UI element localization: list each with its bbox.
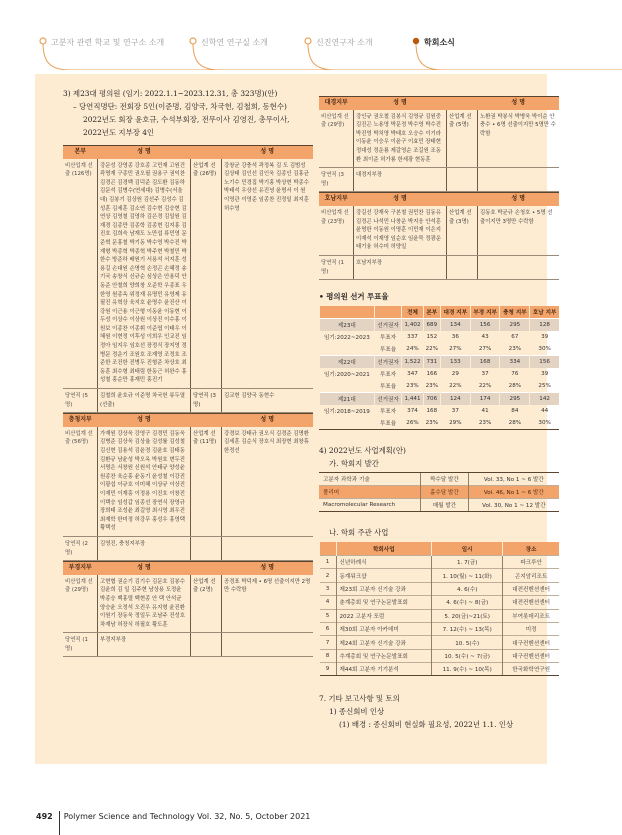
event-place: 미정 [503, 622, 559, 635]
vote-value: 22% [423, 343, 440, 356]
publication-table [319, 472, 559, 512]
term-label: 제23대 [320, 319, 375, 332]
event-date: 1. 7(금) [432, 556, 503, 569]
events-column-header: 일시 [432, 542, 503, 556]
branch-roster-table [63, 413, 313, 561]
vote-row [320, 343, 560, 356]
member-names-industry: 공경표 박덕제 • 6명 선출이지만 2명만 수락함 [222, 575, 314, 633]
vote-value: 39 [530, 331, 559, 343]
roster-header-row [63, 146, 313, 159]
vote-row [320, 331, 560, 343]
journal-name: Macromolecular Research [319, 499, 421, 512]
journal-name: 폴리머 [319, 486, 421, 499]
category-label: 당연직 (2명) [63, 536, 98, 560]
journal-name: 고분자 과학과 기술 [319, 473, 421, 486]
section-7-sub1-1: (1) 배경 : 종신회비 현실화 필요성, 2022년 1.1. 인상 [339, 720, 514, 730]
events-column-header [320, 542, 337, 556]
content-panel [35, 74, 557, 764]
vote-column-header: 대경 지부 [440, 306, 470, 319]
roster-row [319, 206, 559, 255]
vote-value: 36 [440, 331, 470, 343]
category-label-industry [191, 536, 222, 560]
category-label: 비산업계 선출 (126명) [63, 159, 98, 389]
event-number: 6 [320, 622, 337, 635]
vote-value: 374 [402, 405, 423, 417]
name-column-header: 성 명 [222, 414, 314, 427]
events-column-header: 학회사업 [336, 542, 432, 556]
vote-value: 295 [500, 319, 530, 332]
roster-row [319, 110, 559, 168]
event-date: 1. 10(월) ~ 11(화) [432, 569, 503, 582]
publication-row [319, 486, 559, 499]
event-number: 8 [320, 649, 337, 662]
vote-row [320, 356, 560, 369]
event-row [320, 556, 560, 569]
vote-value: 30% [530, 343, 559, 356]
category-label-industry: 당연직 (3명) [191, 389, 222, 413]
vote-value: 23% [423, 417, 440, 430]
publication-volume: Vol. 46, No 1 ~ 6 발간 [468, 486, 559, 499]
roster-row [63, 389, 313, 413]
vote-value: 23% [423, 380, 440, 393]
term-label [320, 343, 375, 356]
vote-value: 28% [500, 417, 530, 430]
name-column-header: 성 명 [354, 193, 447, 206]
roster-row [63, 536, 313, 560]
vote-column-header [320, 306, 375, 319]
vote-value: 23% [500, 343, 530, 356]
category-label: 비산업계 선출 (23명) [319, 206, 354, 255]
row-type: 선거권자 [374, 356, 402, 369]
nav-item-new-lab[interactable]: 신학연 연구실 소개 [201, 38, 268, 47]
roster-header-row [63, 562, 313, 575]
member-names: 강인규 권오철 김봉식 김영규 김원중 김진곤 노용영 박문정 박수영 박수진 박진영 박치영 박태호 오승수 이기라 이동윤 이승우 이윤구 이효민 장태현 정대성 정운룡 제갈영순 조길원 조동환 최이준 허가룡 한세광 현동훈 [354, 110, 447, 168]
roster-row [319, 255, 559, 279]
empty-header [447, 97, 478, 110]
section-4-sub-a: 가. 학회지 발간 [329, 459, 379, 469]
member-names: 강길선 강재욱 구본철 권민찬 김동유 김정곤 나석민 나창운 박지웅 안석훈 윤명한 이동원 이명훈 이민재 이은지 이재석 이재영 임순호 임윤묵 정광운 태기융 허수미 허양일 [354, 206, 447, 255]
vote-value: 84 [500, 405, 530, 417]
category-label-industry [447, 255, 478, 279]
vote-value: 174 [470, 393, 500, 406]
row-type: 투표자 [374, 331, 402, 343]
name-column-header: 성 명 [222, 146, 314, 159]
member-names: 김철희 윤호규 이준명 차국헌 류두열(선출) [98, 389, 191, 413]
vote-value: 128 [530, 319, 559, 332]
event-place: 곤지암리조트 [503, 569, 559, 582]
term-label: 임기:2018~2019 [320, 405, 375, 417]
member-names: 호남지부장 [354, 255, 447, 279]
nav-dot-icon [190, 38, 196, 44]
vote-value: 156 [530, 356, 559, 369]
roster-row [63, 575, 313, 633]
roster-row [63, 633, 313, 657]
vote-row [320, 417, 560, 430]
event-name: 제23회 고분자 신기술 강좌 [336, 582, 432, 595]
vote-value: 152 [423, 331, 440, 343]
term-label: 임기:2022~2023 [320, 331, 375, 343]
member-names-industry: 김교현 김양국 동현수 [222, 389, 314, 413]
category-label-industry [191, 633, 222, 657]
vote-value: 22% [440, 380, 470, 393]
empty-header [447, 193, 478, 206]
event-date: 7. 12(수) ~ 13(목) [432, 622, 503, 635]
vote-value: 142 [530, 393, 559, 406]
event-row [320, 582, 560, 595]
vote-value: 1,402 [402, 319, 423, 332]
vote-value: 347 [402, 368, 423, 380]
event-number: 3 [320, 582, 337, 595]
empty-header [191, 562, 222, 575]
event-row [320, 649, 560, 662]
page-footer [36, 811, 310, 835]
name-column-header: 성 명 [478, 193, 560, 206]
event-name: 2022 고분자 포럼 [336, 609, 432, 622]
roster-header-row [63, 414, 313, 427]
category-label: 비산업계 선출 (29명) [63, 575, 98, 633]
branch-name: 충청지부 [63, 414, 98, 427]
vote-row [320, 368, 560, 380]
category-label-industry: 산업계 선출 (2명) [191, 575, 222, 633]
vote-column-header: 전체 [402, 306, 423, 319]
event-name: 제30회 고분자 아카데미 [336, 622, 432, 635]
term-label: 임기:2020~2021 [320, 368, 375, 380]
member-names: 김영진, 충청지부장 [98, 536, 191, 560]
branch-name: 부경지부 [63, 562, 98, 575]
vote-value: 23% [402, 380, 423, 393]
vote-value: 44 [530, 405, 559, 417]
category-label-industry [447, 168, 478, 192]
publication-volume: Vol. 30, No 1 ~ 12 발간 [468, 499, 559, 512]
vote-row [320, 393, 560, 406]
row-type: 투표율 [374, 343, 402, 356]
section-4-title: 4) 2022년도 사업계획(안) [319, 446, 406, 456]
vote-value: 337 [402, 331, 423, 343]
row-type: 선거권자 [374, 393, 402, 406]
vote-column-header: 부경 지부 [470, 306, 500, 319]
roster-row [319, 168, 559, 192]
row-type: 투표자 [374, 405, 402, 417]
event-row [320, 636, 560, 649]
vote-value: 29 [440, 368, 470, 380]
nav-item-young-researcher[interactable]: 신진연구자 소개 [316, 38, 373, 47]
member-names-industry: 강창균 강충석 곽정복 김 도 김범성 김상태 김인선 김인욱 김종인 김홍균 노기수 민경집 박기홍 박상현 박종수 박태석 우상선 유진녕 윤명서 이 원 이영관 이영준 임종찬 진정일 최지훈 허수영 [222, 159, 314, 389]
vote-title: • 평의원 선거 투표율 [319, 292, 389, 302]
roster-left [63, 145, 313, 657]
name-column-header: 성 명 [222, 562, 314, 575]
vote-value: 76 [500, 368, 530, 380]
category-label-industry: 산업계 선출 (26명) [191, 159, 222, 389]
vote-value: 29% [440, 417, 470, 430]
vote-value: 39 [530, 368, 559, 380]
event-date: 11. 9(수) ~ 10(목) [432, 663, 503, 676]
member-names-industry [478, 168, 560, 192]
vote-value: 41 [470, 405, 500, 417]
vote-value: 37 [470, 368, 500, 380]
publication-frequency: 짝수달 발간 [421, 473, 469, 486]
branch-roster-table [319, 192, 559, 280]
nav-dot-icon [40, 38, 46, 44]
journal-info: Polymer Science and Technology Vol. 32, No. 5, October 2021 [63, 812, 311, 821]
term-label: 제21대 [320, 393, 375, 406]
vote-value: 37 [440, 405, 470, 417]
branch-name: 호남지부 [319, 193, 354, 206]
name-column-header: 성 명 [98, 146, 191, 159]
vote-value: 27% [440, 343, 470, 356]
nav-item-polymer-institutes[interactable]: 고분자 관련 학교 및 연구소 소개 [51, 38, 165, 47]
row-type: 투표율 [374, 417, 402, 430]
name-column-header: 성 명 [354, 97, 447, 110]
vote-row [320, 405, 560, 417]
section-7-sub1: 1) 종신회비 인상 [329, 707, 385, 717]
name-column-header: 성 명 [478, 97, 560, 110]
vote-value: 1,522 [402, 356, 423, 369]
section-4-sub-b: 나. 학회 주관 사업 [329, 528, 389, 538]
nav-dot-active-icon [413, 38, 419, 44]
category-label: 비산업계 선출 (56명) [63, 427, 98, 537]
vote-value: 27% [470, 343, 500, 356]
member-names-industry: 노환권 박봉식 박병욱 박이순 안충수 • 6명 선출이지만 5명만 수락함 [478, 110, 560, 168]
vote-value: 334 [500, 356, 530, 369]
category-label: 당연직 (1명) [63, 633, 98, 657]
roster-right [319, 96, 559, 280]
member-names: 대경지부장 [354, 168, 447, 192]
nav-item-society-news[interactable]: 학회소식 [424, 38, 455, 47]
publication-frequency: 매월 발간 [421, 499, 469, 512]
event-number: 9 [320, 663, 337, 676]
vote-column-header [374, 306, 402, 319]
category-label: 당연직 (5명) [63, 389, 98, 413]
vote-value: 22% [470, 380, 500, 393]
event-number: 1 [320, 556, 337, 569]
member-names: 고현협 권순기 김기수 김문호 김봉수 김윤희 김 일 김주현 남상용 도정윤 박종승 백홍렬 백현종 안 택 안석균 양승윤 오정석 오진우 유지형 윤진환 이원기 장동욱 정일두 조남주 진성호 차재남 허장식 허필호 황도훈 [98, 575, 191, 633]
vote-value: 25% [530, 380, 559, 393]
term-label: 제22대 [320, 356, 375, 369]
event-row [320, 663, 560, 676]
event-name: 제44회 고분자 기기분석 [336, 663, 432, 676]
vote-value: 1,441 [402, 393, 423, 406]
section-3-title: 3) 제23대 평의원 (임기: 2022.1.1~2023.12.31, 총 323명)(안) [63, 89, 278, 98]
event-number: 7 [320, 636, 337, 649]
event-date: 10. 5(수) ~ 7(금) [432, 649, 503, 662]
category-label: 당연직 (3명) [319, 168, 354, 192]
vote-value: 168 [423, 405, 440, 417]
vote-value: 23% [470, 417, 500, 430]
vote-value: 67 [500, 331, 530, 343]
member-names-industry [222, 536, 314, 560]
member-names-industry: 김동호 박균규 손청호 • 5명 선출이지만 3명만 수락함 [478, 206, 560, 255]
category-label-industry: 산업계 선출 (3명) [447, 206, 478, 255]
category-label-industry: 산업계 선출 (11명) [191, 427, 222, 537]
name-column-header: 성 명 [98, 562, 191, 575]
event-row [320, 569, 560, 582]
event-name: 제24회 고분자 신기술 강좌 [336, 636, 432, 649]
category-label-industry: 산업계 선출 (5명) [447, 110, 478, 168]
name-column-header: 성 명 [98, 414, 191, 427]
event-place: 부여롯데리조트 [503, 609, 559, 622]
member-names-industry: 강경보 강태규 권오식 김경준 김명환 김세훈 김순식 장호식 최장현 최창휴 한정선 [222, 427, 314, 537]
vote-value: 689 [423, 319, 440, 332]
top-navigation [0, 0, 622, 70]
vote-value: 295 [500, 393, 530, 406]
vote-column-header: 충청 지부 [500, 306, 530, 319]
vote-value: 43 [470, 331, 500, 343]
event-place: 파크루안 [503, 556, 559, 569]
nav-dot-icon [305, 38, 311, 44]
roster-header-row [319, 193, 559, 206]
vote-value: 26% [402, 417, 423, 430]
vote-value: 731 [423, 356, 440, 369]
right-column [319, 96, 559, 731]
vote-value: 24% [402, 343, 423, 356]
branch-roster-table [319, 96, 559, 192]
row-type: 선거권자 [374, 319, 402, 332]
section-7-title: 7. 기타 보고사항 및 토의 [319, 694, 400, 704]
branch-roster-table [63, 145, 313, 413]
vote-value: 168 [470, 356, 500, 369]
vote-value: 706 [423, 393, 440, 406]
branch-name: 본부 [63, 146, 98, 159]
publication-volume: Vol. 33, No 1 ~ 6 발간 [468, 473, 559, 486]
event-name: 동계워크샵 [336, 569, 432, 582]
branch-roster-table [63, 561, 313, 657]
roster-row [63, 427, 313, 537]
row-type: 투표율 [374, 380, 402, 393]
event-place: 대전컨벤션센터 [503, 596, 559, 609]
row-type: 투표자 [374, 368, 402, 380]
vote-value: 28% [500, 380, 530, 393]
vote-value: 133 [440, 356, 470, 369]
event-number: 2 [320, 569, 337, 582]
event-number: 4 [320, 596, 337, 609]
event-name: 춘계총회 및 연구논문발표회 [336, 596, 432, 609]
member-names: 강문성 강영종 강호종 고민재 고원건 곽명재 구종민 권오필 권용구 권익찬 김경곤 김경백 김덕준 김도환 김동하 김문석 김병수(연세대) 김병수(서울대) 김봉기 김상원 김선주 김성수 김성훈 김세훈 김소연 김수현 김승현 김연상 김영철 김영하 김은경 김일원 김재경 김종만 김종학 김종현 김지홍 김진호 김희숙 남재도 노만섭 류민영 문준혁 문홍철 박기동 박수영 박수진 박재형 박종혁 박종혁 박주현 박철민 박한수 방준하 배원기 서용석 서지훈 성용길 손대원 손명혁 손정곤 손혜정 송기국 송창식 신규순 심상은 안용덕 안동준 안철희 양희창 오준학 우종표 우한영 원종옥 위정재 유명민 유영제 유필진 유혁상 육지호 윤명수 윤진산 이강원 이근용 이근형 이동윤 이동현 이두성 이상수 이상원 이상진 이수홍 이원보 이종찬 이종휘 이준엽 이태우 이혜원 이현정 이후성 이희우 인교진 임정아 임지우 임호선 장정식 장지영 정병문 정운기 조원호 조재영 조정호 조준한 조진한 진병두 진형준 차상호 최동훈 최수형 최태림 한동근 허완수 홍성철 홍순만 홍재민 홍진기 [98, 159, 191, 389]
branch-name: 대경지부 [319, 97, 354, 110]
event-place: 한국화학연구원 [503, 663, 559, 676]
section-3-line1: – 당연직명단: 전회장 5인(이준명, 김양국, 차국헌, 김철희, 동현수) [73, 102, 287, 111]
publication-row [319, 499, 559, 512]
event-row [320, 622, 560, 635]
section-3-line3: 2022년도 지부장 4인 [83, 128, 155, 137]
member-names-industry [478, 255, 560, 279]
roster-header-row [319, 97, 559, 110]
vote-row [320, 380, 560, 393]
event-name: 추계총회 및 연구논문발표회 [336, 649, 432, 662]
event-row [320, 609, 560, 622]
event-place: 대구컨벤션센터 [503, 649, 559, 662]
vote-value: 124 [440, 393, 470, 406]
empty-header [191, 414, 222, 427]
term-label [320, 417, 375, 430]
roster-row [63, 159, 313, 389]
member-names-industry [222, 633, 314, 657]
publication-frequency: 홀수달 발간 [421, 486, 469, 499]
vote-value: 134 [440, 319, 470, 332]
event-date: 4. 6(수) [432, 582, 503, 595]
nav-connector-lines [0, 0, 622, 70]
left-column [63, 87, 313, 657]
category-label: 비산업계 선출 (29명) [319, 110, 354, 168]
events-table [319, 542, 559, 676]
vote-column-header: 본부 [423, 306, 440, 319]
event-number: 5 [320, 609, 337, 622]
event-place: 대전컨벤션센터 [503, 582, 559, 595]
page-number: 492 [36, 812, 53, 821]
event-place: 대구컨벤션센터 [503, 636, 559, 649]
vote-value: 30% [530, 417, 559, 430]
member-names: 가재원 강상욱 강영구 김경민 김동욱 김병준 김상욱 김상율 김성률 김성철 김신현 김용석 김윤경 김윤호 김태동 김환규 남윤성 박오옥 박원호 변두진 서명은 서창원 신원석 안태규 양성윤 원종찬 육순홍 윤동기 윤성철 이강진 이광섭 이규호 이미혜 이상규 이상진 이재민 이재흥 이정용 이진호 이창진 이택승 임성갑 임종선 장연식 장영규 장희태 조성윤 최길영 최시영 최우진 최재학 한미정 허강무 홍성우 홍영택 황택성 [98, 427, 191, 537]
category-label: 당연직 (1명) [319, 255, 354, 279]
event-date: 5. 20(금)~21(토) [432, 609, 503, 622]
vote-table [319, 306, 559, 430]
vote-row [320, 319, 560, 332]
event-name: 신년하례식 [336, 556, 432, 569]
events-column-header: 장소 [503, 542, 559, 556]
vote-column-header: 호남 지부 [530, 306, 559, 319]
event-date: 10. 5(수) [432, 636, 503, 649]
event-row [320, 596, 560, 609]
term-label [320, 380, 375, 393]
section-3-line2: 2022년도 회장 윤호규, 수석부회장, 전무이사 김영진, 총무이사, [83, 115, 290, 124]
footer-divider [59, 811, 60, 835]
empty-header [191, 146, 222, 159]
event-date: 4. 6(수) ~ 8(금) [432, 596, 503, 609]
publication-row [319, 473, 559, 486]
vote-value: 156 [470, 319, 500, 332]
vote-value: 166 [423, 368, 440, 380]
member-names: 부경지부장 [98, 633, 191, 657]
